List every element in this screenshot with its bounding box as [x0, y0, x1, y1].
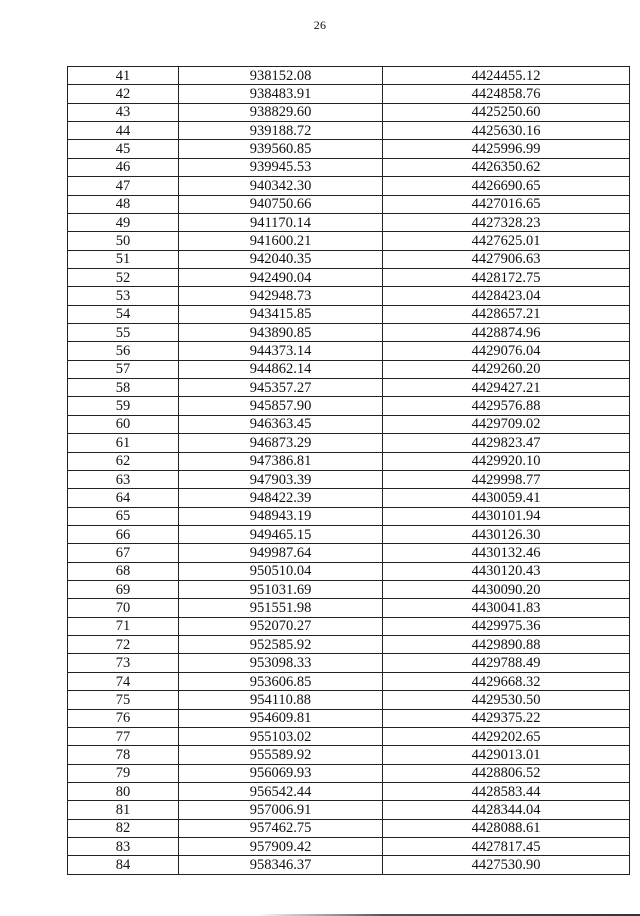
- table-row: [68, 672, 629, 690]
- point-number-cell: 79: [68, 764, 179, 782]
- point-number-cell: 55: [68, 324, 179, 342]
- point-number-cell: 47: [68, 177, 179, 195]
- x-coordinate-cell: 939188.72: [179, 122, 383, 140]
- y-coordinate-cell: 4430132.46: [383, 544, 630, 562]
- table-row: [68, 67, 629, 85]
- x-coordinate-cell: 948943.19: [179, 507, 383, 525]
- y-coordinate-cell: 4429823.47: [383, 434, 630, 452]
- point-number-cell: 63: [68, 470, 179, 488]
- x-coordinate-cell: 942490.04: [179, 268, 383, 286]
- x-coordinate-cell: 939945.53: [179, 158, 383, 176]
- y-coordinate-cell: 4429920.10: [383, 452, 630, 470]
- point-number-cell: 54: [68, 305, 179, 323]
- point-number-cell: 77: [68, 727, 179, 745]
- table-row: [68, 856, 629, 874]
- table-row: [68, 434, 629, 452]
- table-row: [68, 727, 629, 745]
- y-coordinate-cell: 4428423.04: [383, 287, 630, 305]
- table-row: [68, 452, 629, 470]
- point-number-cell: 68: [68, 562, 179, 580]
- y-coordinate-cell: 4428874.96: [383, 324, 630, 342]
- point-number-cell: 41: [68, 67, 179, 85]
- coordinates-table-container: [67, 66, 630, 875]
- point-number-cell: 44: [68, 122, 179, 140]
- table-row: [68, 177, 629, 195]
- point-number-cell: 46: [68, 158, 179, 176]
- coordinates-table-body: [68, 67, 629, 874]
- y-coordinate-cell: 4429202.65: [383, 727, 630, 745]
- table-row: [68, 525, 629, 543]
- y-coordinate-cell: 4429576.88: [383, 397, 630, 415]
- y-coordinate-cell: 4429709.02: [383, 415, 630, 433]
- x-coordinate-cell: 954609.81: [179, 709, 383, 727]
- x-coordinate-cell: 955589.92: [179, 746, 383, 764]
- x-coordinate-cell: 957909.42: [179, 838, 383, 856]
- point-number-cell: 83: [68, 838, 179, 856]
- table-row: [68, 415, 629, 433]
- point-number-cell: 67: [68, 544, 179, 562]
- point-number-cell: 80: [68, 783, 179, 801]
- table-row: [68, 250, 629, 268]
- x-coordinate-cell: 950510.04: [179, 562, 383, 580]
- point-number-cell: 74: [68, 672, 179, 690]
- x-coordinate-cell: 954110.88: [179, 691, 383, 709]
- x-coordinate-cell: 942040.35: [179, 250, 383, 268]
- table-row: [68, 342, 629, 360]
- x-coordinate-cell: 941170.14: [179, 213, 383, 231]
- point-number-cell: 52: [68, 268, 179, 286]
- x-coordinate-cell: 951551.98: [179, 599, 383, 617]
- table-row: [68, 158, 629, 176]
- table-row: [68, 213, 629, 231]
- coordinates-table: [68, 67, 629, 874]
- y-coordinate-cell: 4428806.52: [383, 764, 630, 782]
- y-coordinate-cell: 4427328.23: [383, 213, 630, 231]
- point-number-cell: 43: [68, 103, 179, 121]
- y-coordinate-cell: 4429890.88: [383, 636, 630, 654]
- point-number-cell: 76: [68, 709, 179, 727]
- table-row: [68, 838, 629, 856]
- table-row: [68, 268, 629, 286]
- point-number-cell: 62: [68, 452, 179, 470]
- x-coordinate-cell: 946873.29: [179, 434, 383, 452]
- y-coordinate-cell: 4430101.94: [383, 507, 630, 525]
- y-coordinate-cell: 4427906.63: [383, 250, 630, 268]
- y-coordinate-cell: 4429975.36: [383, 617, 630, 635]
- y-coordinate-cell: 4429788.49: [383, 654, 630, 672]
- table-row: [68, 801, 629, 819]
- table-row: [68, 379, 629, 397]
- point-number-cell: 60: [68, 415, 179, 433]
- x-coordinate-cell: 944373.14: [179, 342, 383, 360]
- point-number-cell: 72: [68, 636, 179, 654]
- point-number-cell: 81: [68, 801, 179, 819]
- page-number: 26: [313, 18, 327, 32]
- x-coordinate-cell: 945857.90: [179, 397, 383, 415]
- x-coordinate-cell: 953098.33: [179, 654, 383, 672]
- y-coordinate-cell: 4427530.90: [383, 856, 630, 874]
- x-coordinate-cell: 946363.45: [179, 415, 383, 433]
- y-coordinate-cell: 4429375.22: [383, 709, 630, 727]
- y-coordinate-cell: 4428344.04: [383, 801, 630, 819]
- y-coordinate-cell: 4430041.83: [383, 599, 630, 617]
- table-row: [68, 709, 629, 727]
- table-row: [68, 746, 629, 764]
- y-coordinate-cell: 4430120.43: [383, 562, 630, 580]
- y-coordinate-cell: 4429530.50: [383, 691, 630, 709]
- y-coordinate-cell: 4426690.65: [383, 177, 630, 195]
- point-number-cell: 57: [68, 360, 179, 378]
- x-coordinate-cell: 947903.39: [179, 470, 383, 488]
- y-coordinate-cell: 4428172.75: [383, 268, 630, 286]
- y-coordinate-cell: 4425630.16: [383, 122, 630, 140]
- x-coordinate-cell: 957006.91: [179, 801, 383, 819]
- y-coordinate-cell: 4430059.41: [383, 489, 630, 507]
- table-row: [68, 85, 629, 103]
- x-coordinate-cell: 938483.91: [179, 85, 383, 103]
- x-coordinate-cell: 952585.92: [179, 636, 383, 654]
- table-row: [68, 581, 629, 599]
- x-coordinate-cell: 943415.85: [179, 305, 383, 323]
- point-number-cell: 82: [68, 819, 179, 837]
- table-row: [68, 103, 629, 121]
- x-coordinate-cell: 944862.14: [179, 360, 383, 378]
- table-row: [68, 599, 629, 617]
- y-coordinate-cell: 4424455.12: [383, 67, 630, 85]
- point-number-cell: 75: [68, 691, 179, 709]
- point-number-cell: 84: [68, 856, 179, 874]
- table-row: [68, 562, 629, 580]
- y-coordinate-cell: 4428657.21: [383, 305, 630, 323]
- x-coordinate-cell: 955103.02: [179, 727, 383, 745]
- table-row: [68, 783, 629, 801]
- x-coordinate-cell: 940342.30: [179, 177, 383, 195]
- x-coordinate-cell: 951031.69: [179, 581, 383, 599]
- x-coordinate-cell: 947386.81: [179, 452, 383, 470]
- y-coordinate-cell: 4427625.01: [383, 232, 630, 250]
- y-coordinate-cell: 4430126.30: [383, 525, 630, 543]
- point-number-cell: 61: [68, 434, 179, 452]
- table-row: [68, 232, 629, 250]
- x-coordinate-cell: 952070.27: [179, 617, 383, 635]
- table-row: [68, 122, 629, 140]
- table-row: [68, 305, 629, 323]
- point-number-cell: 53: [68, 287, 179, 305]
- y-coordinate-cell: 4427016.65: [383, 195, 630, 213]
- point-number-cell: 42: [68, 85, 179, 103]
- table-row: [68, 507, 629, 525]
- point-number-cell: 73: [68, 654, 179, 672]
- table-row: [68, 287, 629, 305]
- x-coordinate-cell: 940750.66: [179, 195, 383, 213]
- x-coordinate-cell: 938152.08: [179, 67, 383, 85]
- x-coordinate-cell: 948422.39: [179, 489, 383, 507]
- point-number-cell: 50: [68, 232, 179, 250]
- table-row: [68, 544, 629, 562]
- x-coordinate-cell: 943890.85: [179, 324, 383, 342]
- y-coordinate-cell: 4424858.76: [383, 85, 630, 103]
- x-coordinate-cell: 956069.93: [179, 764, 383, 782]
- table-row: [68, 654, 629, 672]
- table-row: [68, 636, 629, 654]
- y-coordinate-cell: 4429668.32: [383, 672, 630, 690]
- point-number-cell: 49: [68, 213, 179, 231]
- table-row: [68, 764, 629, 782]
- point-number-cell: 56: [68, 342, 179, 360]
- x-coordinate-cell: 949987.64: [179, 544, 383, 562]
- y-coordinate-cell: 4425250.60: [383, 103, 630, 121]
- y-coordinate-cell: 4426350.62: [383, 158, 630, 176]
- table-row: [68, 140, 629, 158]
- table-row: [68, 617, 629, 635]
- y-coordinate-cell: 4428583.44: [383, 783, 630, 801]
- point-number-cell: 70: [68, 599, 179, 617]
- y-coordinate-cell: 4427817.45: [383, 838, 630, 856]
- point-number-cell: 65: [68, 507, 179, 525]
- x-coordinate-cell: 949465.15: [179, 525, 383, 543]
- point-number-cell: 59: [68, 397, 179, 415]
- y-coordinate-cell: 4429427.21: [383, 379, 630, 397]
- point-number-cell: 71: [68, 617, 179, 635]
- point-number-cell: 45: [68, 140, 179, 158]
- table-row: [68, 691, 629, 709]
- y-coordinate-cell: 4428088.61: [383, 819, 630, 837]
- table-row: [68, 489, 629, 507]
- x-coordinate-cell: 958346.37: [179, 856, 383, 874]
- y-coordinate-cell: 4429998.77: [383, 470, 630, 488]
- x-coordinate-cell: 945357.27: [179, 379, 383, 397]
- point-number-cell: 58: [68, 379, 179, 397]
- point-number-cell: 69: [68, 581, 179, 599]
- x-coordinate-cell: 942948.73: [179, 287, 383, 305]
- x-coordinate-cell: 939560.85: [179, 140, 383, 158]
- y-coordinate-cell: 4429013.01: [383, 746, 630, 764]
- table-row: [68, 324, 629, 342]
- x-coordinate-cell: 956542.44: [179, 783, 383, 801]
- x-coordinate-cell: 938829.60: [179, 103, 383, 121]
- x-coordinate-cell: 941600.21: [179, 232, 383, 250]
- y-coordinate-cell: 4429260.20: [383, 360, 630, 378]
- x-coordinate-cell: 957462.75: [179, 819, 383, 837]
- point-number-cell: 78: [68, 746, 179, 764]
- y-coordinate-cell: 4429076.04: [383, 342, 630, 360]
- table-row: [68, 397, 629, 415]
- table-row: [68, 195, 629, 213]
- x-coordinate-cell: 953606.85: [179, 672, 383, 690]
- point-number-cell: 48: [68, 195, 179, 213]
- table-row: [68, 360, 629, 378]
- y-coordinate-cell: 4430090.20: [383, 581, 630, 599]
- table-row: [68, 819, 629, 837]
- point-number-cell: 66: [68, 525, 179, 543]
- point-number-cell: 51: [68, 250, 179, 268]
- table-row: [68, 470, 629, 488]
- y-coordinate-cell: 4425996.99: [383, 140, 630, 158]
- point-number-cell: 64: [68, 489, 179, 507]
